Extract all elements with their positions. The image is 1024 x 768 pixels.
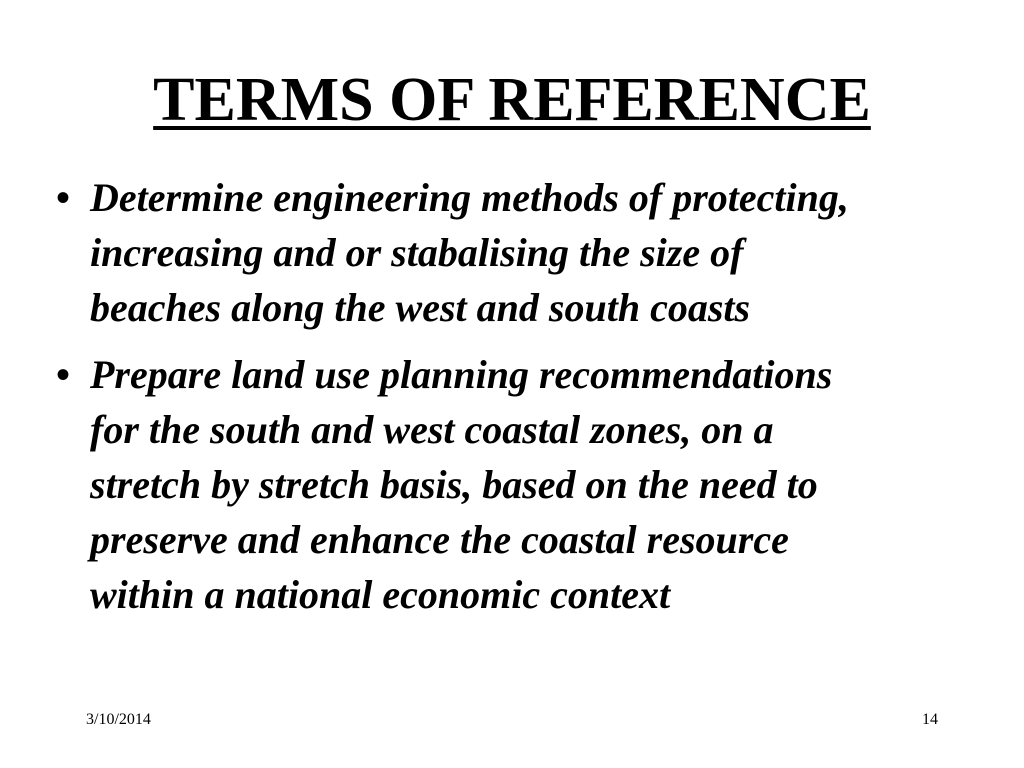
bullet-item: [56, 170, 966, 335]
bullet-line: beaches along the west and south coasts: [90, 285, 751, 330]
bullet-item: [56, 347, 966, 622]
bullet-line: Prepare land use planning recommendations: [90, 352, 833, 397]
bullet-line: Determine engineering methods of protecting,: [90, 175, 849, 220]
bullet-line: within a national economic context: [90, 572, 671, 617]
bullet-line: increasing and or stabalising the size of: [90, 230, 744, 275]
footer-date: 3/10/2014: [86, 711, 151, 728]
bullet-marker: •: [56, 352, 71, 397]
bullet-line: preserve and enhance the coastal resource: [90, 517, 789, 562]
bullet-line: stretch by stretch basis, based on the need to: [90, 462, 818, 507]
footer-page-number: 14: [922, 711, 938, 728]
bullet-marker: •: [56, 175, 71, 220]
bullet-line: for the south and west coastal zones, on a: [90, 407, 774, 452]
bullet-list: [56, 170, 966, 634]
slide-title: TERMS OF REFERENCE: [153, 66, 871, 134]
